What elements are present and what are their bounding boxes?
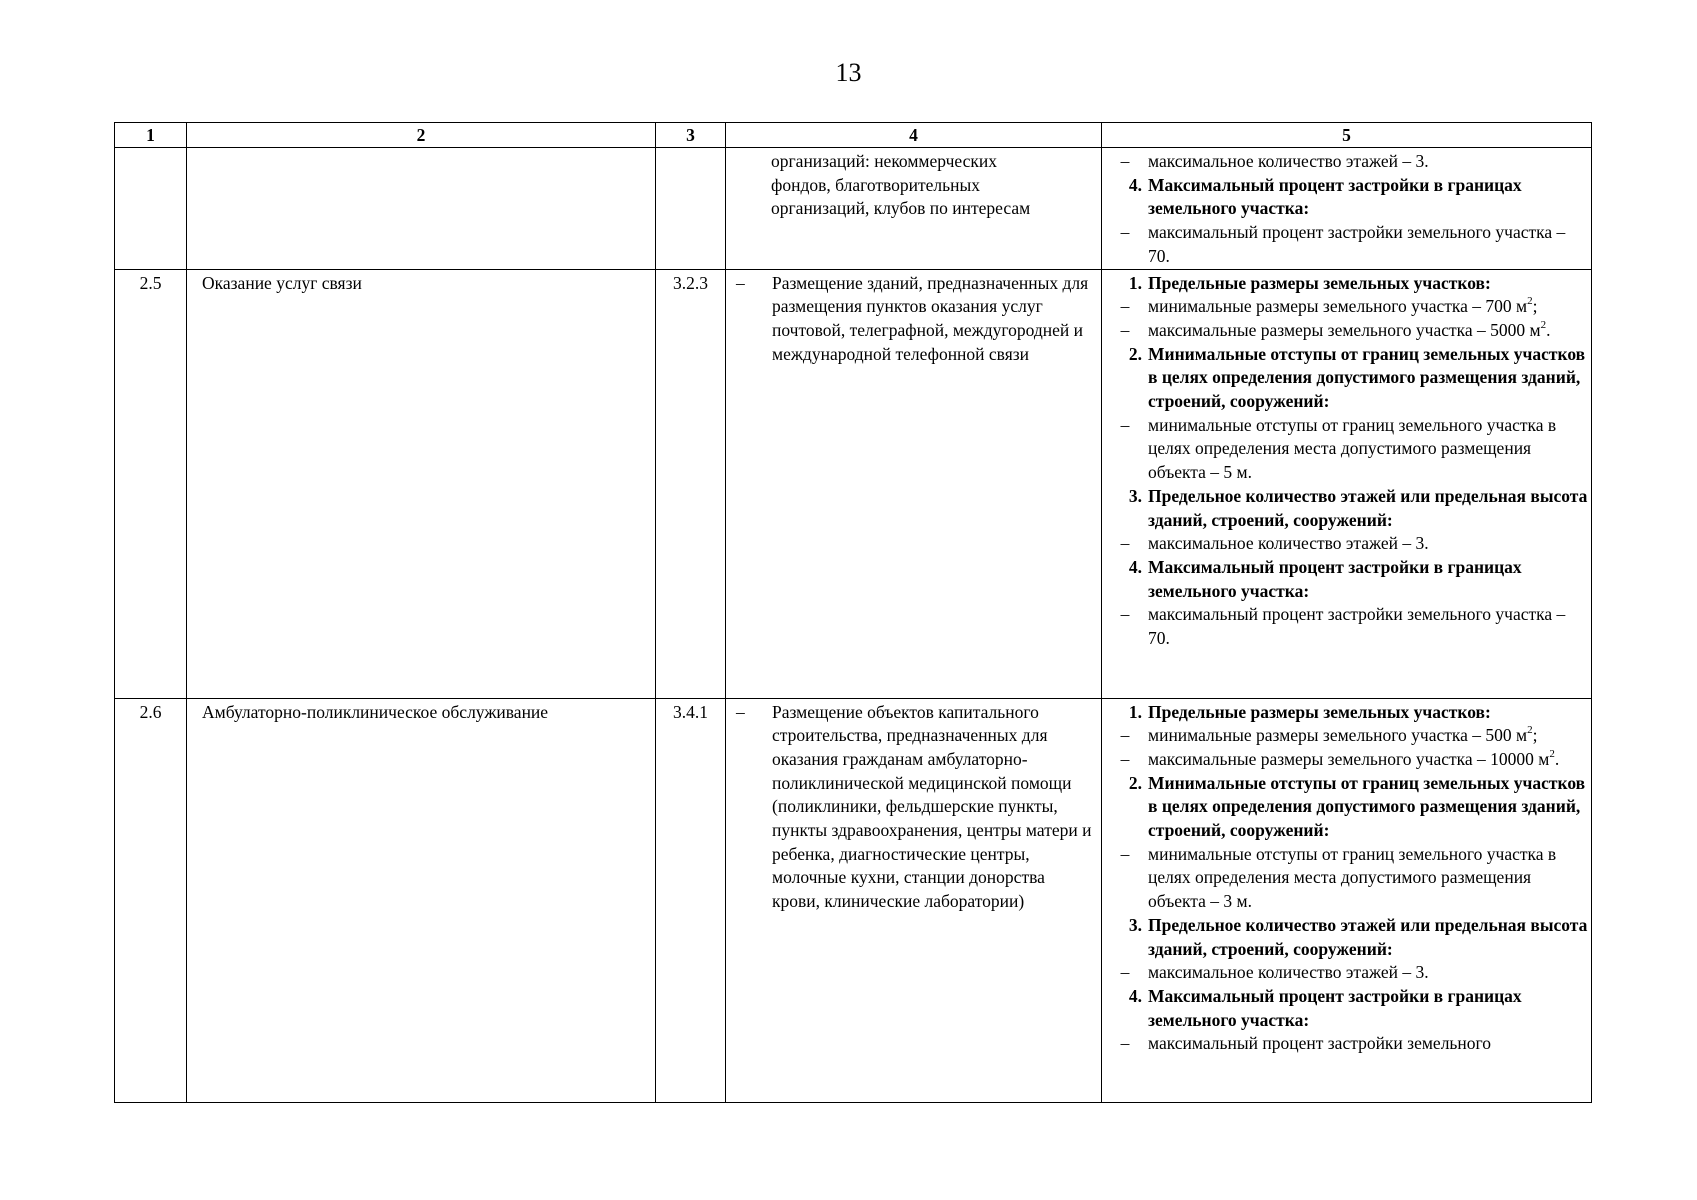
dash-marker: – — [1120, 843, 1130, 864]
parameter-value — [1102, 150, 1589, 174]
parameter-heading — [1102, 985, 1589, 1032]
parameter-text — [1148, 556, 1589, 603]
dash-marker: – — [736, 701, 745, 722]
parameter-text — [1148, 961, 1589, 985]
parameter-text-tail: . — [1546, 319, 1551, 340]
dash-marker: – — [1120, 962, 1130, 983]
parameter-text — [1148, 414, 1589, 485]
parameter-text-main: Максимальный процент застройки в границах земельного участка: — [1148, 556, 1522, 601]
column-header: 1 — [115, 123, 187, 148]
column-header: 3 — [656, 123, 726, 148]
table-row — [115, 148, 1592, 270]
use-code-cell — [656, 148, 726, 270]
parameter-text — [1148, 985, 1589, 1032]
parameter-value — [1102, 295, 1589, 319]
parameter-text-main: максимальное количество этажей – 3. — [1148, 962, 1429, 983]
parameter-text — [1148, 295, 1589, 319]
parameter-text — [1148, 485, 1589, 532]
parameter-value — [1102, 724, 1589, 748]
parameter-text — [1148, 1032, 1589, 1056]
parameter-text — [1148, 914, 1589, 961]
parameter-text — [1148, 603, 1589, 650]
parameter-text-main: Предельное количество этажей или предельная высота зданий, строений, сооружений: — [1148, 914, 1588, 959]
parameter-text-main: Минимальные отступы от границ земельных участков в целях определения допустимого размещения зданий, строений, сооружений: — [1148, 772, 1586, 841]
parameters-cell — [1102, 269, 1592, 698]
description-line: фондов, благотворительных — [771, 174, 981, 195]
dash-marker: – — [1120, 725, 1130, 746]
parameter-value — [1102, 961, 1589, 985]
parameter-text-main: Предельные размеры земельных участков: — [1148, 701, 1491, 722]
item-number: 3. — [1128, 485, 1142, 506]
parameter-text-main: Максимальный процент застройки в границах земельного участка: — [1148, 985, 1522, 1030]
dash-marker: – — [1120, 222, 1130, 243]
use-name-cell: Амбулаторно-поликлиническое обслуживание — [187, 698, 656, 1102]
table-row — [115, 269, 1592, 698]
parameter-value — [1102, 843, 1589, 914]
parameter-text — [1148, 272, 1589, 296]
parameter-value — [1102, 1032, 1589, 1056]
parameter-text-main: минимальные размеры земельного участка – 500 м — [1148, 725, 1528, 746]
column-header: 4 — [726, 123, 1102, 148]
column-header: 5 — [1102, 123, 1592, 148]
parameter-value — [1102, 221, 1589, 268]
parameter-text-tail: ; — [1532, 296, 1538, 317]
dash-marker: – — [1120, 151, 1130, 171]
parameter-text-main: максимальный процент застройки земельного — [1148, 1033, 1492, 1054]
parameter-heading — [1102, 914, 1589, 961]
use-code-cell: 3.4.1 — [656, 698, 726, 1102]
parameter-text-main: Максимальный процент застройки в границах земельного участка: — [1148, 174, 1522, 219]
parameter-value — [1102, 414, 1589, 485]
parameter-text-main: Минимальные отступы от границ земельных участков в целях определения допустимого размещения зданий, строений, сооружений: — [1148, 343, 1586, 412]
description-line: организаций, клубов по интересам — [771, 198, 1031, 219]
parameter-text — [1148, 772, 1589, 843]
parameters-cell — [1102, 698, 1592, 1102]
parameter-text — [1148, 843, 1589, 914]
parameter-heading — [1102, 174, 1589, 221]
item-number: 4. — [1128, 556, 1142, 577]
column-header: 2 — [187, 123, 656, 148]
parameter-text-main: минимальные отступы от границ земельного участка в целях определения места допустимого размещения объекта – 5 м. — [1148, 414, 1557, 483]
description-item — [726, 701, 1095, 914]
superscript: 2 — [1540, 319, 1547, 332]
parameter-text — [1148, 319, 1589, 343]
dash-marker: – — [1120, 604, 1130, 625]
parameter-heading — [1102, 701, 1589, 725]
parameter-text-main: минимальные размеры земельного участка – 700 м — [1148, 296, 1528, 317]
item-number: 4. — [1128, 174, 1142, 195]
parameter-text-main: Предельное количество этажей или предельная высота зданий, строений, сооружений: — [1148, 485, 1588, 530]
use-name-cell: Оказание услуг связи — [187, 269, 656, 698]
superscript: 2 — [1527, 724, 1533, 737]
parameters-cell — [1102, 148, 1592, 270]
parameter-text — [1148, 724, 1589, 748]
dash-marker: – — [1120, 748, 1130, 769]
parameter-text — [1148, 221, 1589, 268]
parameter-heading — [1102, 772, 1589, 843]
parameter-value — [1102, 603, 1589, 650]
parameter-text-main: максимальные размеры земельного участка – 5000 м — [1148, 319, 1541, 340]
use-description-cell — [726, 698, 1102, 1102]
item-number: 1. — [1128, 701, 1142, 722]
parameter-text-tail: ; — [1532, 725, 1538, 746]
table-header-row — [115, 123, 1592, 148]
description-text: Размещение зданий, предназначенных для размещения пунктов оказания услуг почтовой, телеграфной, междугородней и международной телефонной связи — [772, 272, 1089, 364]
description-line: организаций: некоммерческих — [771, 151, 997, 171]
parameter-value — [1102, 748, 1589, 772]
use-name-cell — [187, 148, 656, 270]
parameter-value — [1102, 532, 1589, 556]
parameter-value — [1102, 319, 1589, 343]
parameter-text — [1148, 701, 1589, 725]
item-number: 4. — [1128, 985, 1142, 1006]
parameter-text-main: максимальный процент застройки земельного участка – 70. — [1148, 604, 1566, 649]
parameter-text — [1148, 174, 1589, 221]
use-description-cell — [726, 269, 1102, 698]
parameter-text-tail: . — [1554, 748, 1560, 769]
parameter-text-main: минимальные отступы от границ земельного участка в целях определения места допустимого размещения объекта – 3 м. — [1148, 843, 1557, 912]
parameter-text — [1148, 343, 1589, 414]
parameter-text — [1148, 748, 1589, 772]
use-code-cell: 3.2.3 — [656, 269, 726, 698]
item-number: 2. — [1128, 772, 1142, 793]
description-item — [726, 272, 1095, 367]
row-number-cell: 2.5 — [115, 269, 187, 698]
dash-marker: – — [1120, 319, 1130, 340]
parameter-text-main: Предельные размеры земельных участков: — [1148, 272, 1491, 293]
parameter-text-main: максимальное количество этажей – 3. — [1148, 533, 1429, 554]
dash-marker: – — [736, 272, 745, 293]
parameter-heading — [1102, 556, 1589, 603]
dash-marker: – — [1120, 414, 1130, 435]
item-number: 2. — [1128, 343, 1142, 364]
item-number: 3. — [1128, 914, 1142, 935]
land-use-regulations-table — [114, 122, 1592, 1103]
description-text: Размещение объектов капитального строительства, предназначенных для оказания гражданам амбулаторно-поликлинической медицинской помощи (поликлиники, фельдшерские пункты, пункты здравоохранения, центры матери и ребенка, диагностические центры, молочные кухни, станции донорства крови, клинические лаборатории) — [772, 701, 1092, 912]
parameter-text-main: максимальное количество этажей – 3. — [1148, 151, 1429, 171]
parameter-text-main: максимальные размеры земельного участка – 10000 м — [1148, 748, 1550, 769]
dash-marker: – — [1120, 1033, 1130, 1054]
parameter-heading — [1102, 343, 1589, 414]
superscript: 2 — [1549, 748, 1555, 761]
item-number: 1. — [1128, 272, 1142, 293]
row-number-cell: 2.6 — [115, 698, 187, 1102]
parameter-text — [1148, 532, 1589, 556]
parameter-heading — [1102, 272, 1589, 296]
table-row — [115, 698, 1592, 1102]
parameter-text — [1148, 150, 1589, 174]
parameter-heading — [1102, 485, 1589, 532]
page-number: 13 — [835, 58, 862, 87]
row-number-cell — [115, 148, 187, 270]
parameter-text-main: максимальный процент застройки земельного участка – 70. — [1148, 222, 1566, 266]
use-description-cell — [726, 148, 1102, 270]
dash-marker: – — [1120, 533, 1130, 554]
dash-marker: – — [1120, 296, 1130, 317]
superscript: 2 — [1527, 295, 1533, 308]
